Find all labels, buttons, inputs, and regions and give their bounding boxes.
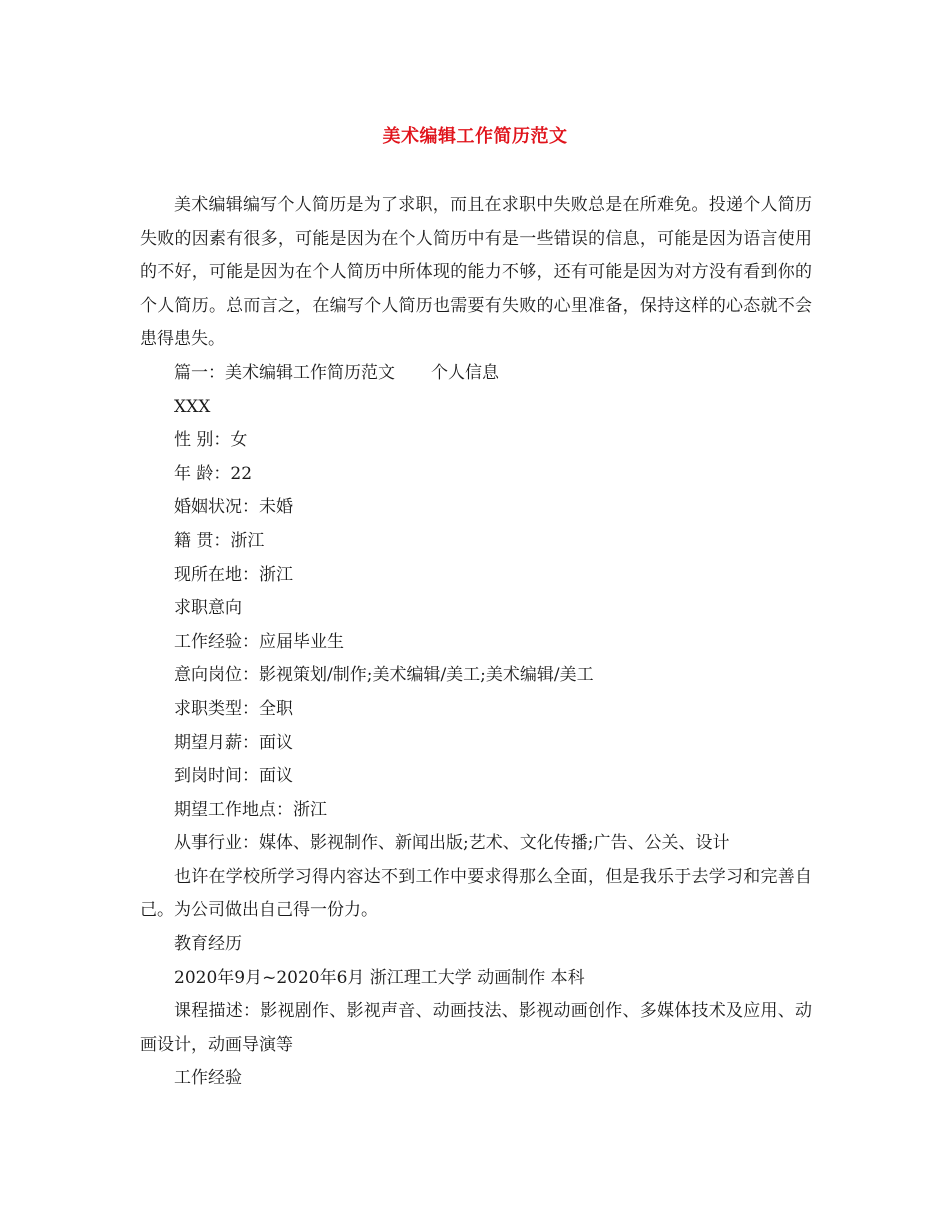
work-location-line: 期望工作地点：浙江 — [174, 799, 327, 820]
gender-line: 性 别：女 — [174, 430, 248, 451]
industry-line: 从事行业：媒体、影视制作、新闻出版;艺术、文化传播;广告、公关、设计 — [174, 833, 730, 854]
name-line: XXX — [174, 396, 211, 417]
salary-line: 期望月薪：面议 — [174, 732, 293, 753]
start-time-line: 到岗时间：面议 — [174, 766, 293, 787]
desired-position-line: 意向岗位：影视策划/制作;美术编辑/美工;美术编辑/美工 — [174, 665, 594, 686]
work-heading: 工作经验 — [174, 1068, 242, 1089]
job-type-line: 求职类型：全职 — [174, 698, 293, 719]
document-title: 美术编辑工作简历范文 — [382, 126, 568, 147]
marital-line: 婚姻状况：未婚 — [174, 497, 293, 518]
experience-level-line: 工作经验：应届毕业生 — [174, 631, 344, 652]
self-statement-paragraph: 也许在学校所学习得内容达不到工作中要求得那么全面，但是我乐于去学习和完善自己。为公司做出自己得一份力。 — [140, 866, 812, 921]
section-heading-line — [140, 357, 812, 391]
location-line: 现所在地：浙江 — [174, 564, 293, 585]
education-heading: 教育经历 — [174, 934, 242, 955]
document-body — [140, 189, 812, 1096]
age-line: 年 龄：22 — [174, 463, 253, 484]
intro-paragraph: 美术编辑编写个人简历是为了求职，而且在求职中失败总是在所难免。投递个人简历失败的因素有很多，可能是因为在个人简历中有是一些错误的信息，可能是因为语言使用的不好，可能是因为在个人简历中所体现的能力不够，还有可能是因为对方没有看到你的个人简历。总而言之，在编写个人简历也需要有失败的心里准备，保持这样的心态就不会患得患失。 — [140, 195, 812, 350]
education-entry-line: 2020年9月~2020年6月 浙江理工大学 动画制作 本科 — [174, 967, 585, 988]
courses-paragraph: 课程描述：影视剧作、影视声音、动画技法、影视动画创作、多媒体技术及应用、动画设计，动画导演等 — [140, 1001, 812, 1055]
intent-heading: 求职意向 — [174, 598, 242, 619]
origin-line: 籍 贯：浙江 — [174, 530, 265, 551]
personal-info-heading: 个人信息 — [431, 362, 499, 383]
section-heading: 篇一：美术编辑工作简历范文 — [174, 362, 395, 383]
